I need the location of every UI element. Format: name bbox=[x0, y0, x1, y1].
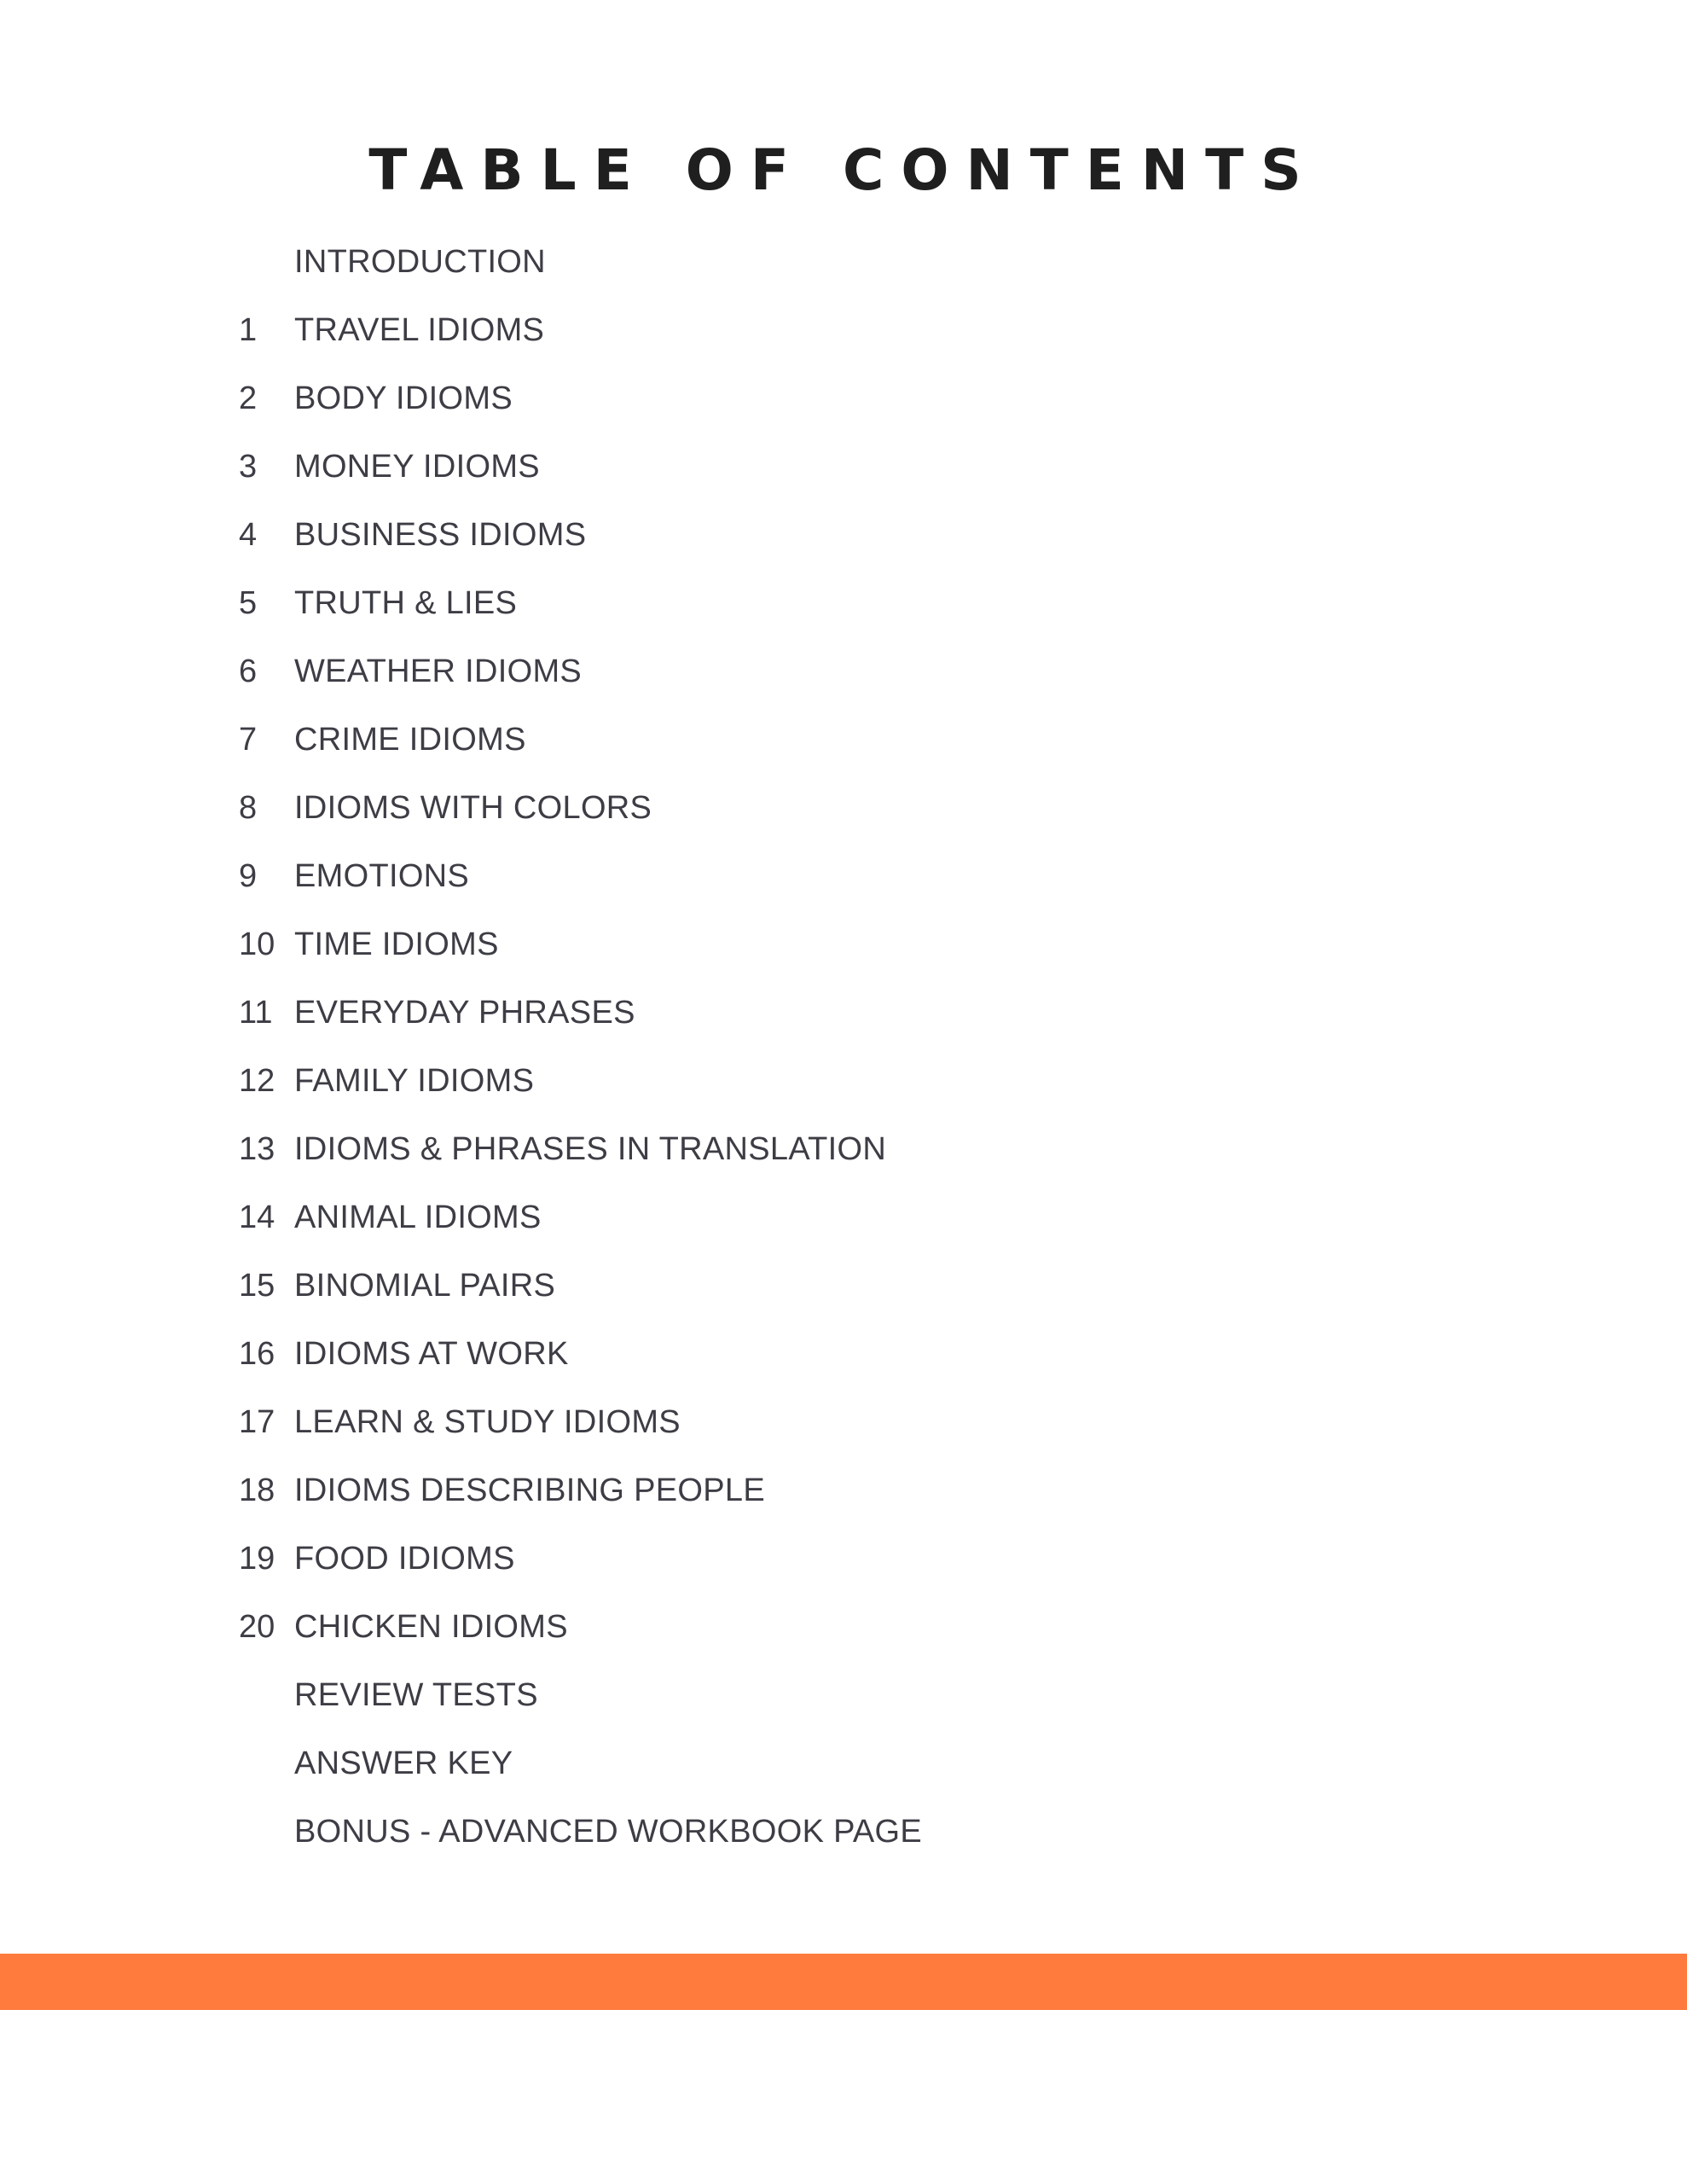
toc-entry-number: 10 bbox=[239, 926, 275, 962]
toc-entry-number: 18 bbox=[239, 1472, 275, 1508]
toc-entry-answer-key[interactable] bbox=[0, 1736, 1687, 1804]
toc-entry-number: 14 bbox=[239, 1199, 275, 1235]
page-title: TABLE OF CONTENTS bbox=[368, 137, 1319, 203]
toc-entry-label: BONUS - ADVANCED WORKBOOK PAGE bbox=[294, 1814, 923, 1850]
toc-entry-label: ANIMAL IDIOMS bbox=[294, 1199, 542, 1235]
toc-entry-label: FAMILY IDIOMS bbox=[294, 1063, 535, 1099]
toc-entry-number: 5 bbox=[239, 585, 258, 621]
toc-entry-number: 1 bbox=[239, 312, 258, 348]
toc-entry-number: 16 bbox=[239, 1336, 275, 1372]
toc-entry-number: 7 bbox=[239, 722, 258, 758]
toc-entry-family-idioms[interactable] bbox=[0, 1054, 1687, 1122]
toc-entry-weather-idioms[interactable] bbox=[0, 644, 1687, 712]
toc-entry-idioms-with-colors[interactable] bbox=[0, 781, 1687, 849]
toc-entry-label: TIME IDIOMS bbox=[294, 926, 499, 962]
toc-entry-number: 17 bbox=[239, 1404, 275, 1440]
toc-entry-label: IDIOMS AT WORK bbox=[294, 1336, 569, 1372]
toc-entry-label: IDIOMS & PHRASES IN TRANSLATION bbox=[294, 1131, 887, 1167]
toc-entry-body-idioms[interactable] bbox=[0, 371, 1687, 439]
toc-entry-food-idioms[interactable] bbox=[0, 1531, 1687, 1600]
toc-entry-number: 2 bbox=[239, 380, 258, 416]
toc-entry-number: 11 bbox=[239, 995, 273, 1031]
table-of-contents bbox=[0, 235, 1687, 1873]
toc-entry-idioms-at-work[interactable] bbox=[0, 1327, 1687, 1395]
toc-entry-travel-idioms[interactable] bbox=[0, 303, 1687, 371]
toc-entry-time-idioms[interactable] bbox=[0, 917, 1687, 985]
toc-entry-label: BINOMIAL PAIRS bbox=[294, 1268, 556, 1304]
toc-entry-number: 9 bbox=[239, 858, 258, 894]
toc-entry-label: CHICKEN IDIOMS bbox=[294, 1609, 568, 1645]
toc-entry-learn-and-study-idioms[interactable] bbox=[0, 1395, 1687, 1463]
toc-entry-everyday-phrases[interactable] bbox=[0, 985, 1687, 1054]
toc-entry-label: EMOTIONS bbox=[294, 858, 470, 894]
toc-entry-review-tests[interactable] bbox=[0, 1668, 1687, 1736]
toc-entry-label: REVIEW TESTS bbox=[294, 1677, 538, 1713]
toc-entry-number: 12 bbox=[239, 1063, 275, 1099]
toc-entry-label: ANSWER KEY bbox=[294, 1745, 513, 1781]
toc-entry-crime-idioms[interactable] bbox=[0, 712, 1687, 781]
toc-entry-chicken-idioms[interactable] bbox=[0, 1600, 1687, 1668]
toc-entry-label: BODY IDIOMS bbox=[294, 380, 513, 416]
toc-entry-label: FOOD IDIOMS bbox=[294, 1541, 515, 1577]
toc-entry-business-idioms[interactable] bbox=[0, 508, 1687, 576]
toc-entry-label: MONEY IDIOMS bbox=[294, 449, 540, 485]
toc-entry-label: IDIOMS DESCRIBING PEOPLE bbox=[294, 1472, 765, 1508]
toc-entry-label: WEATHER IDIOMS bbox=[294, 653, 583, 689]
toc-entry-number: 20 bbox=[239, 1609, 275, 1645]
toc-entry-label: BUSINESS IDIOMS bbox=[294, 517, 587, 553]
toc-entry-money-idioms[interactable] bbox=[0, 439, 1687, 508]
toc-entry-bonus-advanced-workbook-page[interactable] bbox=[0, 1804, 1687, 1873]
toc-entry-label: INTRODUCTION bbox=[294, 244, 546, 280]
toc-entry-number: 3 bbox=[239, 449, 258, 485]
toc-entry-label: CRIME IDIOMS bbox=[294, 722, 526, 758]
toc-entry-idioms-describing-people[interactable] bbox=[0, 1463, 1687, 1531]
toc-entry-emotions[interactable] bbox=[0, 849, 1687, 917]
toc-entry-number: 4 bbox=[239, 517, 258, 553]
toc-entry-label: IDIOMS WITH COLORS bbox=[294, 790, 652, 826]
toc-entry-label: EVERYDAY PHRASES bbox=[294, 995, 635, 1031]
toc-entry-label: TRAVEL IDIOMS bbox=[294, 312, 545, 348]
toc-entry-animal-idioms[interactable] bbox=[0, 1190, 1687, 1258]
toc-entry-truth-and-lies[interactable] bbox=[0, 576, 1687, 644]
toc-entry-number: 6 bbox=[239, 653, 258, 689]
footer-accent-band bbox=[0, 1954, 1687, 2010]
toc-entry-binomial-pairs[interactable] bbox=[0, 1258, 1687, 1327]
toc-entry-idioms-and-phrases-in-translation[interactable] bbox=[0, 1122, 1687, 1190]
toc-entry-number: 13 bbox=[239, 1131, 275, 1167]
toc-entry-introduction[interactable] bbox=[0, 235, 1687, 303]
toc-entry-label: TRUTH & LIES bbox=[294, 585, 518, 621]
toc-entry-number: 8 bbox=[239, 790, 258, 826]
toc-entry-number: 15 bbox=[239, 1268, 275, 1304]
toc-entry-number: 19 bbox=[239, 1541, 275, 1577]
toc-entry-label: LEARN & STUDY IDIOMS bbox=[294, 1404, 681, 1440]
